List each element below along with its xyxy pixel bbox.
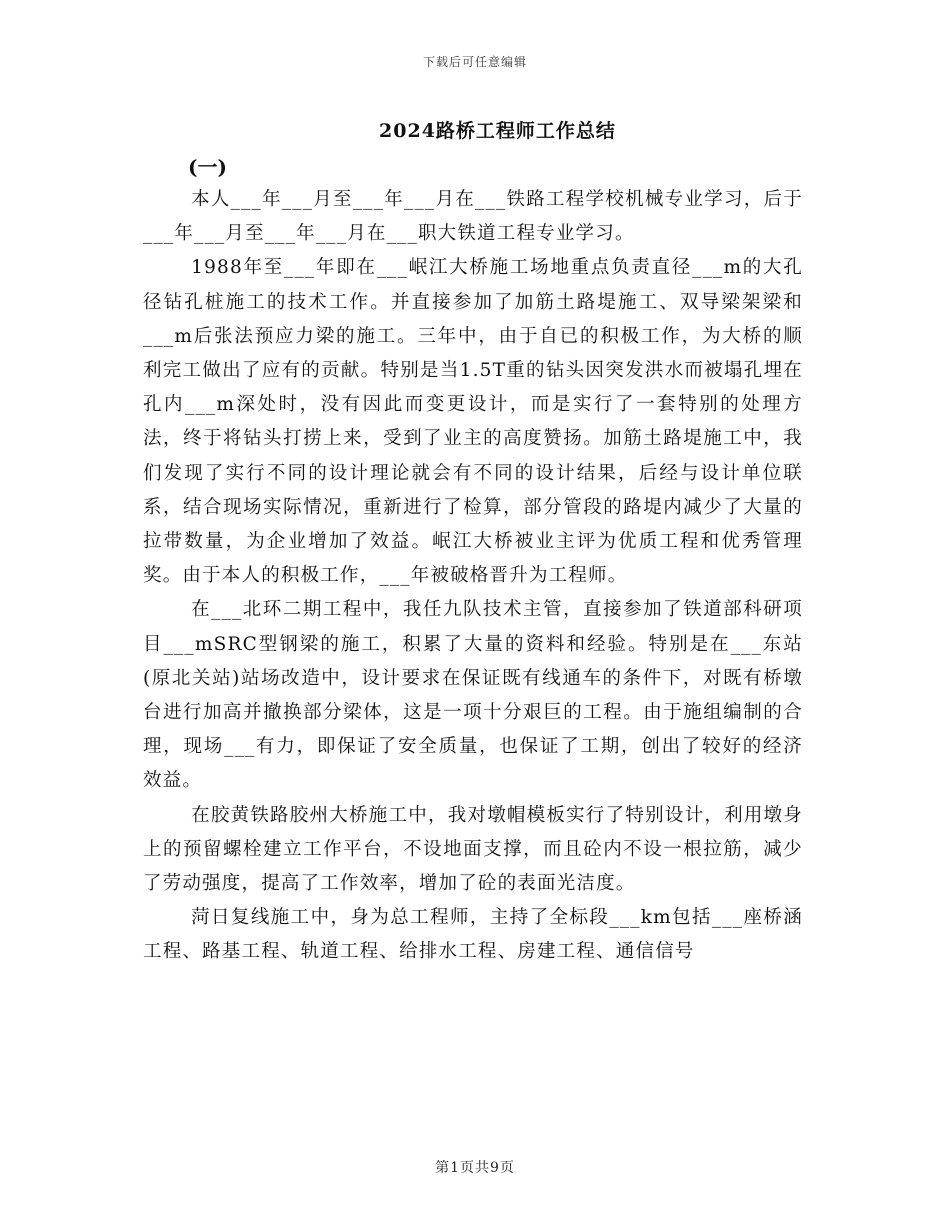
paragraph: 菏日复线施工中，身为总工程师，主持了全标段___km包括___座桥涵工程、路基工程、轨道工程、给排水工程、房建工程、通信信号 bbox=[143, 907, 803, 963]
header-note: 下载后可任意编辑 bbox=[422, 55, 527, 69]
paragraph: 1988年至___年即在___岷江大桥施工场地重点负责直径___m的大孔径钻孔桩施工的技术工作。并直接参加了加筋土路堤施工、双导梁架梁和___m后张法预应力梁的施工。三年中，由于自已的积极工作，为大桥的顺利完工做出了应有的贡献。特别是当1.5T重的钻头因突发洪水而被塌孔埋在孔内___m深处时，没有因此而变更设计，而是实行了一套特别的处理方法，终于将钻头打捞上来，受到了业主的高度赞扬。加筋土路堤施工中，我们发现了实行不同的设计理论就会有不同的设计结果，后经与设计单位联系，结合现场实际情况，重新进行了检算，部分管段的路堤内减少了大量的拉带数量，为企业增加了效益。岷江大桥被业主评为优质工程和优秀管理奖。由于本人的积极工作，___年被破格晋升为工程师。 bbox=[143, 257, 803, 587]
page-number: 第1页共9页 bbox=[435, 1160, 515, 1176]
section-heading: (一) bbox=[188, 155, 227, 179]
paragraph: 在___北环二期工程中，我任九队技术主管，直接参加了铁道部科研项目___mSRC型钢梁的施工，积累了大量的资料和经验。特别是在___东站(原北关站)站场改造中，设计要求在保证既有线通车的条件下，对既有桥墩台进行加高并撤换部分梁体，这是一项十分艰巨的工程。由于施组编制的合理，现场___有力，即保证了安全质量，也保证了工期，创出了较好的经济效益。 bbox=[143, 599, 803, 792]
document-title: 2024路桥工程师工作总结 bbox=[379, 120, 616, 142]
paragraph: 本人___年___月至___年___月在___铁路工程学校机械专业学习，后于___年___月至___年___月在___职大铁道工程专业学习。 bbox=[143, 189, 803, 245]
document-body bbox=[143, 183, 803, 970]
paragraph: 在胶黄铁路胶州大桥施工中，我对墩帽模板实行了特别设计，利用墩身上的预留螺栓建立工作平台，不设地面支撑，而且砼内不设一根拉筋，减少了劳动强度，提高了工作效率，增加了砼的表面光洁度。 bbox=[143, 804, 803, 895]
